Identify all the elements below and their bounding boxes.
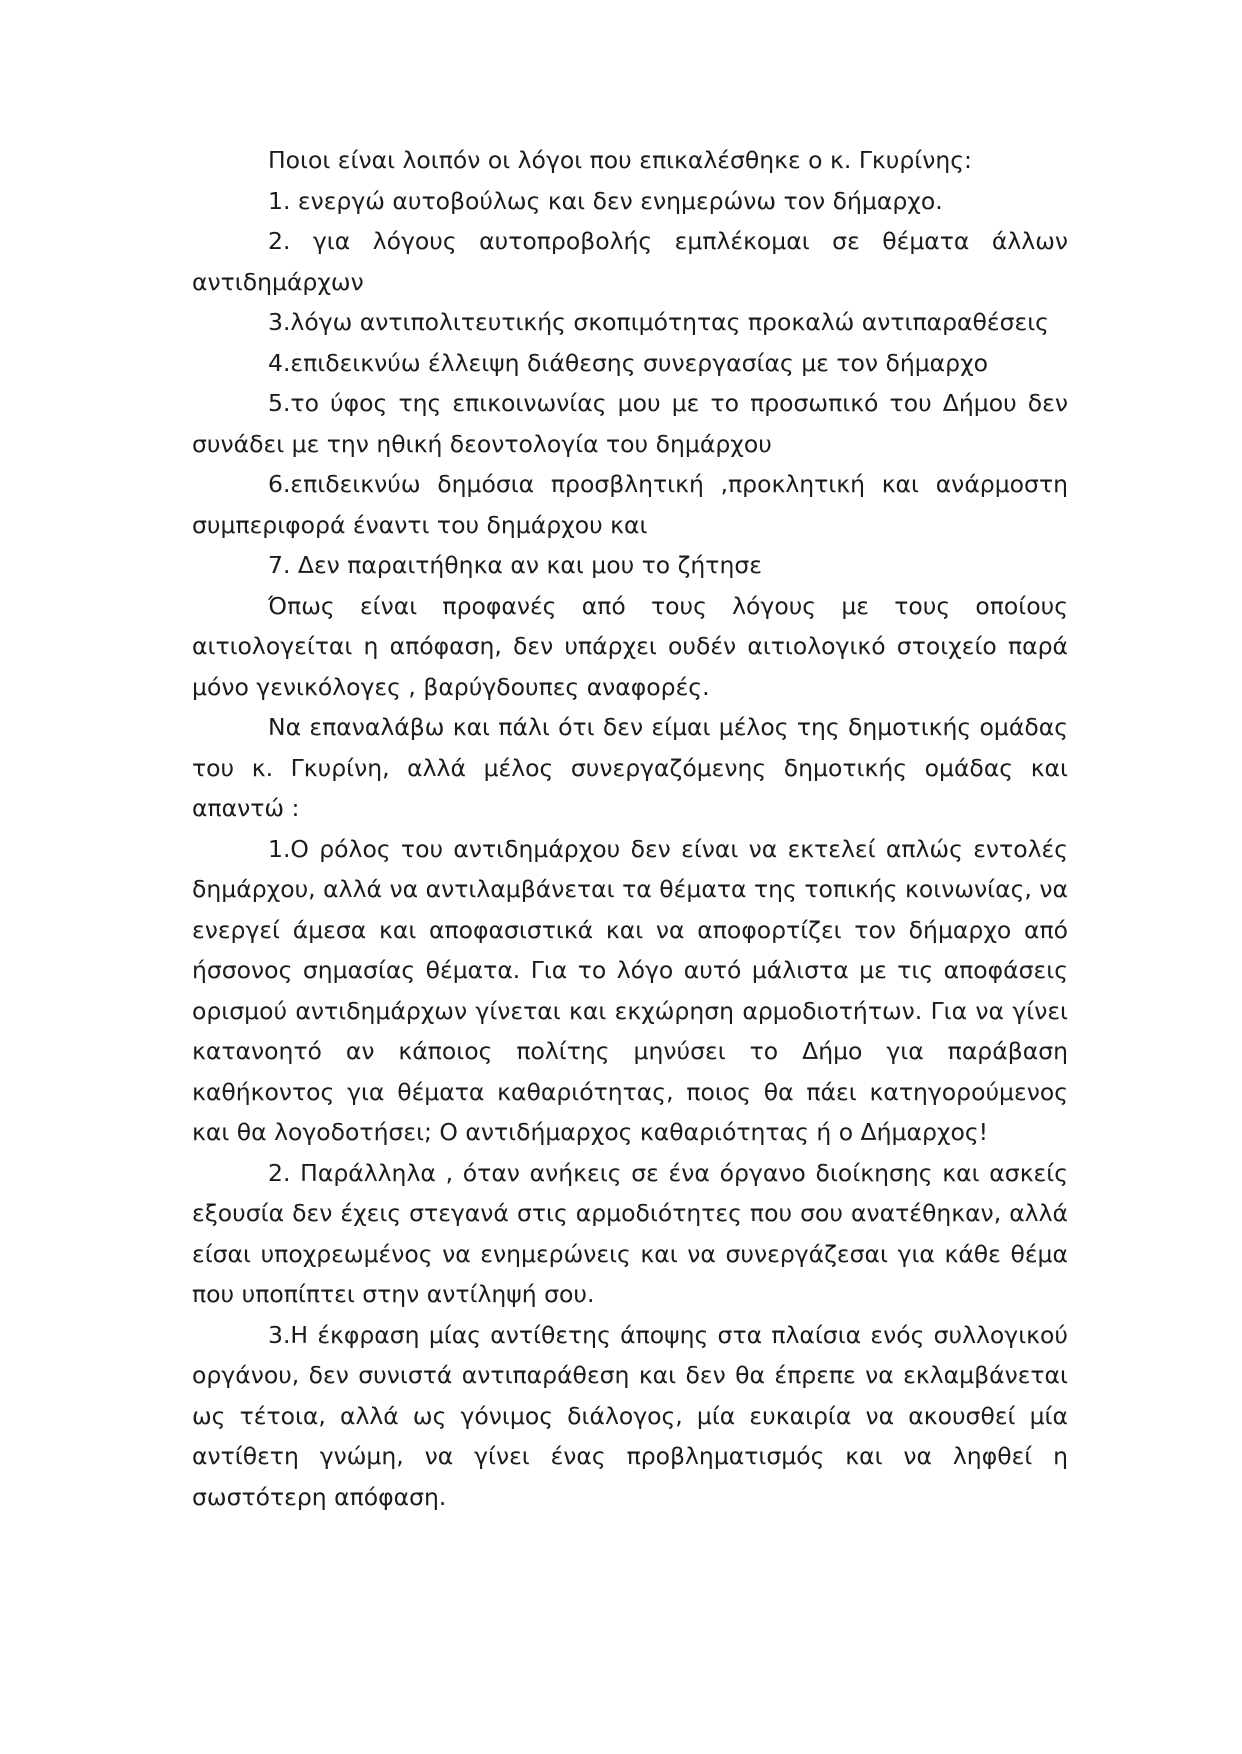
paragraph-answer-3: 3.Η έκφραση μίας αντίθετης άποψης στα πλαίσια ενός συλλογικού οργάνου, δεν συνιστά αντιπαράθεση και δεν θα έπρεπε να εκλαμβάνεται ως τέτοια, αλλά ως γόνιμος διάλογος, μία ευκαιρία να ακουσθεί μία αντίθετη γνώμη, να γίνει ένας προβληματισμός και να ληφθεί η σωστότερη απόφαση. [192,1320,1068,1511]
paragraph-reason-5: 5.το ύφος της επικοινωνίας μου με το προσωπικό του Δήμου δεν συνάδει με την ηθική δεοντολογία του δημάρχου [192,389,1068,458]
paragraph-answer-2: 2. Παράλληλα , όταν ανήκεις σε ένα όργανο διοίκησης και ασκείς εξουσία δεν έχεις στεγανά στις αρμοδιότητες που σου ανατέθηκαν, αλλά είσαι υποχρεωμένος να ενημερώνεις και να συνεργάζεσαι για κάθε θέμα που υποπίπτει στην αντίληψή σου. [192,1158,1068,1308]
paragraph-evident: Όπως είναι προφανές από τους λόγους με τους οποίους αιτιολογείται η απόφαση, δεν υπάρχει ουδέν αιτιολογικό στοιχείο παρά μόνο γενικόλογες , βαρύγδουπες αναφορές. [192,591,1068,701]
paragraph-reason-3: 3.λόγω αντιπολιτευτικής σκοπιμότητας προκαλώ αντιπαραθέσεις [268,308,1049,336]
document-body [192,140,1068,1517]
paragraph-repeat: Να επαναλάβω και πάλι ότι δεν είμαι μέλος της δημοτικής ομάδας του κ. Γκυρίνη, αλλά μέλος συνεργαζόμενης δημοτικής ομάδας και απαντώ : [192,713,1068,822]
paragraph-reason-6: 6.επιδεικνύω δημόσια προσβλητική ,προκλητική και ανάρμοστη συμπεριφορά έναντι του δημάρχου και [192,470,1068,539]
paragraph-reason-4: 4.επιδεικνύω έλλειψη διάθεσης συνεργασίας με τον δήμαρχο [268,348,989,377]
paragraph-answer-1: 1.Ο ρόλος του αντιδημάρχου δεν είναι να εκτελεί απλώς εντολές δημάρχου, αλλά να αντιλαμβάνεται τα θέματα της τοπικής κοινωνίας, να ενεργεί άμεσα και αποφασιστικά και να αποφορτίζει τον δήμαρχο από ήσσονος σημασίας θέματα. Για το λόγο αυτό μάλιστα με τις αποφάσεις ορισμού αντιδημάρχων γίνεται και εκχώρηση αρμοδιοτήτων. Για να γίνει κατανοητό αν κάποιος πολίτης μηνύσει το Δήμο για παράβαση καθήκοντος για θέματα καθαριότητας, ποιος θα πάει κατηγορούμενος και θα λογοδοτήσει; Ο αντιδήμαρχος καθαριότητας ή ο Δήμαρχος! [192,834,1068,1146]
paragraph-reason-7: 7. Δεν παραιτήθηκα αν και μου το ζήτησε [268,551,762,579]
paragraph-reasons-intro: Ποιοι είναι λοιπόν οι λόγοι που επικαλέσθηκε ο κ. Γκυρίνης: [268,146,972,174]
paragraph-reason-2: 2. για λόγους αυτοπροβολής εμπλέκομαι σε θέματα άλλων αντιδημάρχων [192,227,1068,296]
paragraph-reason-1: 1. ενεργώ αυτοβούλως και δεν ενημερώνω τον δήμαρχο. [268,186,943,215]
